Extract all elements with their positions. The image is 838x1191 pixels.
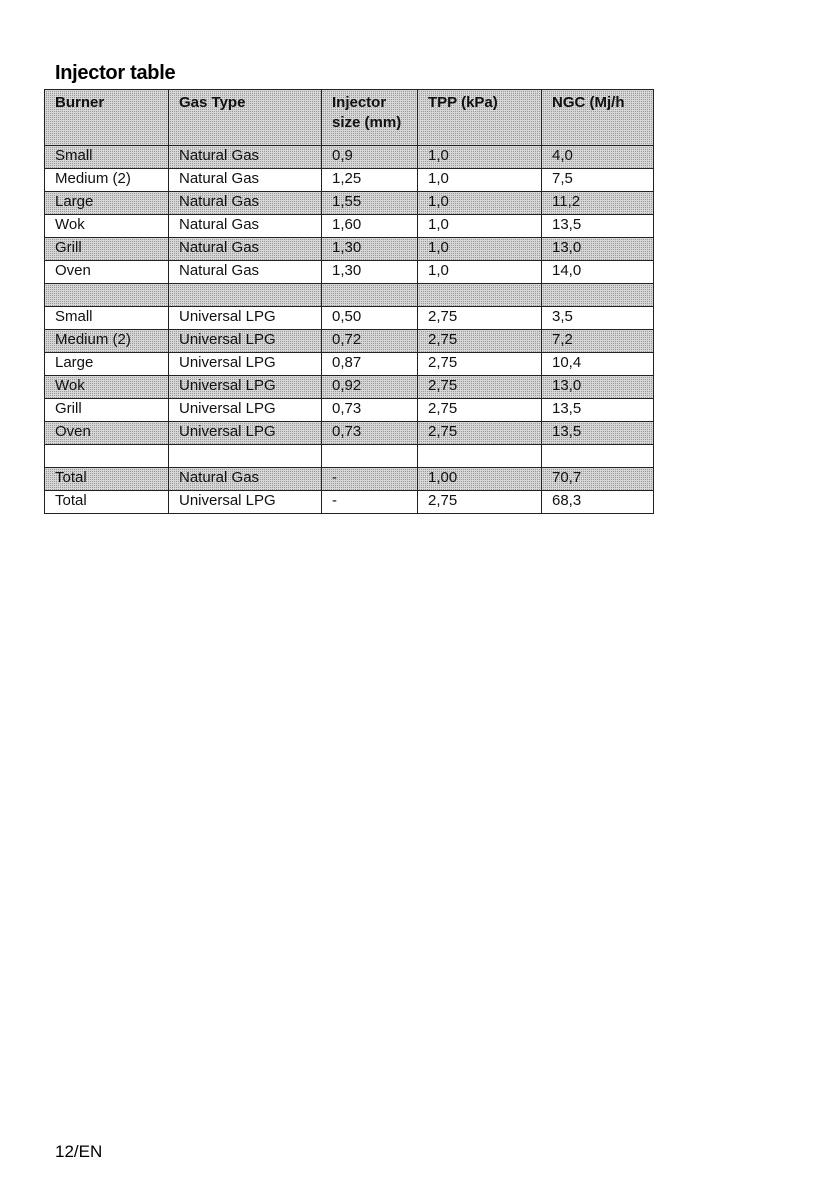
table-row — [45, 169, 654, 192]
table-row — [45, 468, 654, 491]
ngc-cell: 13,5 — [542, 399, 654, 422]
gas-type-cell: Natural Gas — [169, 468, 322, 491]
burner-cell: Oven — [45, 422, 169, 445]
gas-type-cell: Universal LPG — [169, 422, 322, 445]
injector-table — [44, 89, 654, 514]
burner-cell: Small — [45, 146, 169, 169]
ngc-cell — [542, 445, 654, 468]
burner-cell: Wok — [45, 376, 169, 399]
table-row — [45, 261, 654, 284]
column-header-ngc: NGC (Mj/h — [542, 90, 654, 146]
injector-size-cell: 0,9 — [322, 146, 418, 169]
gas-type-cell: Universal LPG — [169, 353, 322, 376]
burner-cell: Grill — [45, 238, 169, 261]
tpp-cell: 2,75 — [418, 353, 542, 376]
burner-cell: Large — [45, 192, 169, 215]
injector-size-cell: 0,72 — [322, 330, 418, 353]
ngc-cell: 3,5 — [542, 307, 654, 330]
burner-cell: Total — [45, 491, 169, 514]
tpp-cell: 2,75 — [418, 330, 542, 353]
tpp-cell — [418, 445, 542, 468]
column-header-burner: Burner — [45, 90, 169, 146]
ngc-cell: 10,4 — [542, 353, 654, 376]
tpp-cell: 1,0 — [418, 169, 542, 192]
gas-type-cell: Natural Gas — [169, 146, 322, 169]
injector-size-cell: 0,92 — [322, 376, 418, 399]
tpp-cell: 1,0 — [418, 238, 542, 261]
table-row — [45, 491, 654, 514]
table-row — [45, 284, 654, 307]
tpp-cell: 2,75 — [418, 422, 542, 445]
table-row — [45, 192, 654, 215]
gas-type-cell: Universal LPG — [169, 376, 322, 399]
injector-size-cell: 1,55 — [322, 192, 418, 215]
burner-cell: Small — [45, 307, 169, 330]
injector-size-cell — [322, 284, 418, 307]
page-title: Injector table — [55, 62, 176, 84]
tpp-cell: 1,0 — [418, 146, 542, 169]
burner-cell — [45, 445, 169, 468]
burner-cell: Large — [45, 353, 169, 376]
injector-size-cell: 1,30 — [322, 261, 418, 284]
gas-type-cell — [169, 445, 322, 468]
burner-cell — [45, 284, 169, 307]
tpp-cell: 2,75 — [418, 399, 542, 422]
tpp-cell: 2,75 — [418, 491, 542, 514]
gas-type-cell: Natural Gas — [169, 192, 322, 215]
ngc-cell: 13,0 — [542, 376, 654, 399]
ngc-cell: 13,5 — [542, 215, 654, 238]
injector-size-cell: 0,50 — [322, 307, 418, 330]
page-number: 12/EN — [55, 1142, 103, 1161]
gas-type-cell: Natural Gas — [169, 169, 322, 192]
tpp-cell: 2,75 — [418, 376, 542, 399]
table-row — [45, 422, 654, 445]
table-row — [45, 146, 654, 169]
tpp-cell: 1,0 — [418, 261, 542, 284]
gas-type-cell: Universal LPG — [169, 399, 322, 422]
injector-size-cell: - — [322, 491, 418, 514]
gas-type-cell: Natural Gas — [169, 238, 322, 261]
ngc-cell: 68,3 — [542, 491, 654, 514]
gas-type-cell: Natural Gas — [169, 215, 322, 238]
ngc-cell: 11,2 — [542, 192, 654, 215]
burner-cell: Medium (2) — [45, 169, 169, 192]
ngc-cell: 70,7 — [542, 468, 654, 491]
tpp-cell: 1,00 — [418, 468, 542, 491]
table-row — [45, 238, 654, 261]
injector-size-cell — [322, 445, 418, 468]
table-row — [45, 376, 654, 399]
gas-type-cell: Universal LPG — [169, 330, 322, 353]
burner-cell: Grill — [45, 399, 169, 422]
table-row — [45, 445, 654, 468]
ngc-cell: 14,0 — [542, 261, 654, 284]
burner-cell: Oven — [45, 261, 169, 284]
table-row — [45, 399, 654, 422]
ngc-cell: 13,5 — [542, 422, 654, 445]
table-body — [45, 146, 654, 514]
ngc-cell: 4,0 — [542, 146, 654, 169]
tpp-cell: 1,0 — [418, 192, 542, 215]
table-row — [45, 330, 654, 353]
burner-cell: Total — [45, 468, 169, 491]
burner-cell: Medium (2) — [45, 330, 169, 353]
table-row — [45, 215, 654, 238]
column-header-tpp: TPP (kPa) — [418, 90, 542, 146]
tpp-cell: 2,75 — [418, 307, 542, 330]
gas-type-cell: Universal LPG — [169, 491, 322, 514]
injector-size-cell: 0,87 — [322, 353, 418, 376]
injector-size-cell: 1,60 — [322, 215, 418, 238]
injector-size-cell: 1,25 — [322, 169, 418, 192]
gas-type-cell: Universal LPG — [169, 307, 322, 330]
injector-size-cell: 1,30 — [322, 238, 418, 261]
table-row — [45, 353, 654, 376]
gas-type-cell — [169, 284, 322, 307]
column-header-injector-size: Injector size (mm) — [322, 90, 418, 146]
injector-size-cell: 0,73 — [322, 399, 418, 422]
gas-type-cell: Natural Gas — [169, 261, 322, 284]
ngc-cell: 7,2 — [542, 330, 654, 353]
column-header-gas-type: Gas Type — [169, 90, 322, 146]
burner-cell: Wok — [45, 215, 169, 238]
ngc-cell: 13,0 — [542, 238, 654, 261]
table-row — [45, 307, 654, 330]
ngc-cell: 7,5 — [542, 169, 654, 192]
tpp-cell — [418, 284, 542, 307]
ngc-cell — [542, 284, 654, 307]
table-header-row — [45, 90, 654, 146]
tpp-cell: 1,0 — [418, 215, 542, 238]
injector-size-cell: 0,73 — [322, 422, 418, 445]
injector-size-cell: - — [322, 468, 418, 491]
